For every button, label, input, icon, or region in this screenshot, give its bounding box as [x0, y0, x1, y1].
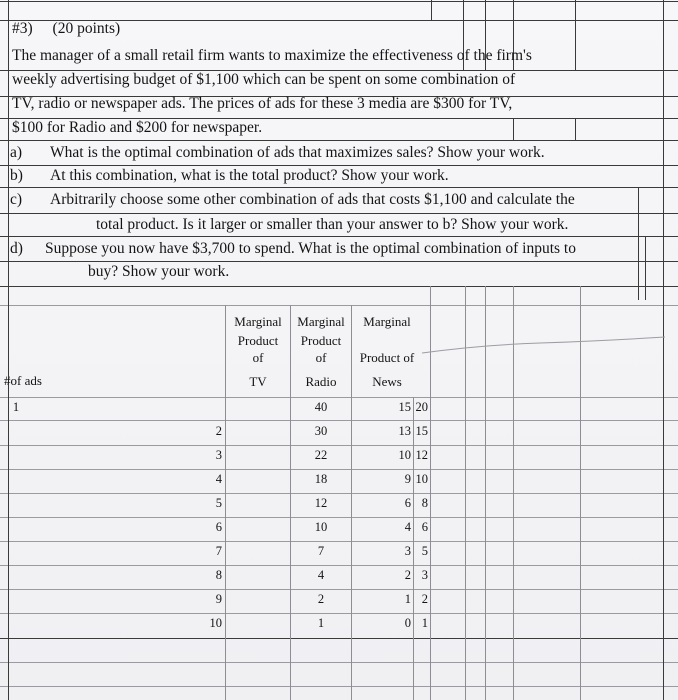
tv-cell: 4	[215, 472, 222, 486]
rule	[0, 236, 678, 237]
question-points: (20 points)	[52, 20, 121, 37]
stem-line-3: TV, radio or newspaper ads. The prices of ads for these 3 media are $300 for TV,	[12, 95, 513, 112]
radio-cell: 2	[317, 592, 325, 606]
rule	[0, 1, 678, 2]
news-a-cell: 6	[404, 496, 411, 510]
rule	[0, 686, 678, 687]
news-a-cell: 2	[404, 568, 411, 582]
news-b-cell: 8	[421, 496, 428, 510]
part-c-label: c)	[10, 191, 23, 208]
news-header-2: Product of	[359, 350, 415, 365]
tv-cell: 10	[209, 616, 222, 630]
part-a-text: What is the optimal combination of ads that maximizes sales? Show your work.	[50, 144, 545, 161]
news-a-cell: 1	[404, 592, 411, 606]
news-b-cell: 1	[421, 616, 428, 630]
tv-cell: 2	[215, 424, 222, 438]
tv-cell: 7	[215, 544, 222, 558]
rule	[0, 589, 678, 590]
radio-cell: 4	[317, 568, 325, 582]
rule	[0, 662, 678, 663]
rule	[0, 541, 678, 542]
radio-cell: 22	[314, 448, 328, 462]
part-c-text-1: Arbitrarily choose some other combination of ads that costs $1,100 and calculate the	[50, 191, 575, 208]
rule	[0, 140, 678, 141]
col-line	[638, 187, 639, 300]
part-d-text-2: buy? Show your work.	[88, 263, 230, 280]
rule	[0, 397, 678, 398]
radio-cell: 1	[317, 616, 325, 630]
tv-cell: 5	[215, 496, 222, 510]
part-b-text: At this combination, what is the total product? Show your work.	[50, 167, 449, 184]
col-line	[645, 236, 646, 300]
rule	[0, 187, 678, 188]
rule	[0, 638, 678, 639]
radio-cell: 10	[314, 520, 328, 534]
part-a-label: a)	[10, 144, 23, 161]
ads-header: #of ads	[4, 373, 42, 388]
rule	[0, 517, 678, 518]
rule	[0, 305, 678, 306]
news-a-cell: 13	[398, 424, 411, 438]
news-b-cell: 5	[421, 544, 428, 558]
news-b-cell: 10	[415, 472, 428, 486]
rule	[0, 493, 678, 494]
news-a-cell: 0	[404, 616, 411, 630]
radio-cell: 7	[317, 544, 325, 558]
rule	[0, 469, 678, 470]
news-header-3: News	[372, 374, 402, 389]
news-a-cell: 9	[404, 472, 411, 486]
question-number	[12, 19, 120, 39]
news-b-cell: 15	[415, 424, 428, 438]
col-line	[431, 0, 432, 20]
tv-cell: 9	[215, 592, 222, 606]
news-a-cell: 3	[404, 544, 411, 558]
radio-header-1: Marginal	[297, 314, 345, 329]
border-left	[8, 0, 9, 700]
part-d-label: d)	[10, 240, 23, 257]
radio-header-4: Radio	[305, 374, 337, 389]
rule	[0, 445, 678, 446]
tv-cell: 6	[215, 520, 222, 534]
rule	[0, 213, 678, 214]
rule	[0, 420, 678, 421]
rule	[0, 286, 678, 287]
radio-cell: 40	[314, 400, 328, 414]
stem-line-4: $100 for Radio and $200 for newspaper.	[12, 119, 263, 136]
news-b-cell: 3	[421, 568, 428, 582]
stem-line-1: The manager of a small retail firm wants to maximize the effectiveness of the firm's	[12, 47, 532, 64]
radio-cell: 18	[314, 472, 328, 486]
news-a-cell: 10	[398, 448, 411, 462]
news-a-cell: 15	[398, 400, 411, 414]
news-b-cell: 20	[415, 400, 428, 414]
news-b-cell: 2	[421, 592, 428, 606]
col-line	[575, 0, 576, 70]
news-a-cell: 4	[404, 520, 411, 534]
news-b-cell: 6	[421, 520, 428, 534]
radio-cell: 30	[314, 424, 328, 438]
tv-header-1: Marginal	[234, 314, 282, 329]
tv-header-4: TV	[249, 374, 267, 389]
ads-cell: 1	[12, 400, 20, 414]
question-header: #3)	[12, 20, 33, 37]
tv-header-3: of	[252, 350, 264, 365]
part-d-text-1: Suppose you now have $3,700 to spend. What is the optimal combination of inputs to	[45, 240, 576, 257]
col-line	[513, 118, 514, 140]
col-line	[575, 118, 576, 140]
part-b-label: b)	[10, 167, 23, 184]
radio-header-3: of	[315, 350, 327, 365]
rule	[0, 613, 678, 614]
news-b-cell: 12	[415, 448, 428, 462]
radio-cell: 12	[314, 496, 328, 510]
stem-line-2: weekly advertising budget of $1,100 which can be spent on some combination of	[12, 71, 516, 88]
rule	[0, 565, 678, 566]
tv-header-2: Product	[237, 333, 279, 348]
pen-stroke	[420, 333, 670, 357]
radio-header-2: Product	[300, 333, 342, 348]
part-c-text-2: total product. Is it larger or smaller than your answer to b? Show your work.	[96, 216, 569, 233]
tv-cell: 8	[215, 568, 222, 582]
table-col-line	[225, 305, 226, 700]
news-header-1: Marginal	[363, 314, 411, 329]
tv-cell: 3	[215, 448, 222, 462]
